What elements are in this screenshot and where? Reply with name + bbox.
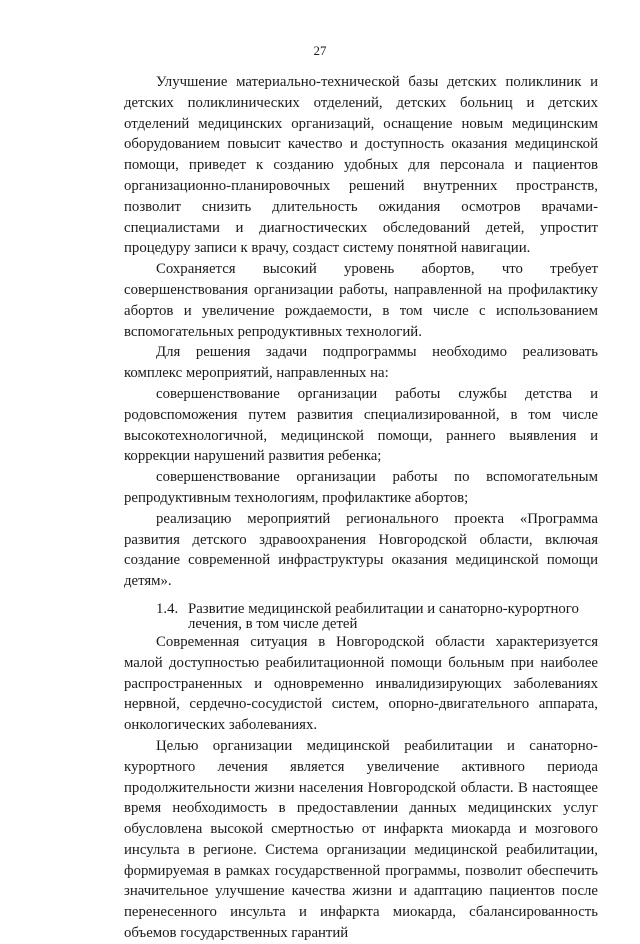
section-title-line2: лечения, в том числе детей bbox=[188, 615, 358, 632]
section-heading bbox=[124, 602, 598, 632]
list-item: совершенствование организации работы службы детства и родовспоможения путем развития специализированной, в том числе высокотехнологичной, медицинской помощи, раннего выявления и коррекции нарушений развития ребенка; bbox=[124, 385, 598, 465]
list-item: совершенствование организации работы по вспомогательным репродуктивным технологиям, профилактике абортов; bbox=[124, 469, 598, 506]
paragraph: Современная ситуация в Новгородской области характеризуется малой доступностью реабилитационной помощи больным при наиболее распространенных и одновременно инвалидизирующих заболеваниях нервной, сердечно-сосудистой систем, опорно-двигательного аппарата, онкологических заболеваниях. bbox=[124, 633, 598, 734]
section-title-line1: Развитие медицинской реабилитации и санаторно-курортного bbox=[188, 600, 579, 617]
paragraph: Улучшение материально-технической базы детских поликлиник и детских поликлинических отделений, детских больниц и детских отделений медицинских организаций, оснащение новым медицинским оборудованием повысит качество и доступность оказания медицинской помощи, приведет к созданию удобных для персонала и пациентов организационно-планировочных решений внутренних пространств, позволит снизить длительность ожидания осмотров врачами-специалистами и диагностических обследований детей, упростит процедуру записи к врачу, создаст систему понятной навигации. bbox=[124, 74, 598, 257]
section-number: 1.4. bbox=[156, 600, 179, 617]
page-number: 27 bbox=[313, 43, 327, 58]
paragraph: Целью организации медицинской реабилитации и санаторно-курортного лечения является увеличение активного периода продолжительности жизни населения Новгородской области. В настоящее время необходимость в предоставлении данных медицинских услуг обусловлена высокой смертностью от инфаркта миокарда и мозгового инсульта в регионе. Система организации медицинской реабилитации, формируемая в рамках государственной программы, позволит обеспечить значительное улучшение качества жизни и адаптацию пациентов после перенесенного инсульта и инфаркта миокарда, сбалансированность объемов государственных гарантий bbox=[124, 737, 598, 942]
page-body bbox=[124, 72, 598, 944]
paragraph: Для решения задачи подпрограммы необходимо реализовать комплекс мероприятий, направленных на: bbox=[124, 344, 598, 382]
paragraph: Сохраняется высокий уровень абортов, что требует совершенствования организации работы, направленной на профилактику абортов и увеличение рождаемости, в том числе с использованием вспомогательных репродуктивных технологий. bbox=[124, 261, 598, 340]
list-item: реализацию мероприятий регионального проекта «Программа развития детского здравоохранения Новгородской области, включая создание современной инфраструктуры оказания медицинской помощи детям». bbox=[124, 510, 598, 590]
